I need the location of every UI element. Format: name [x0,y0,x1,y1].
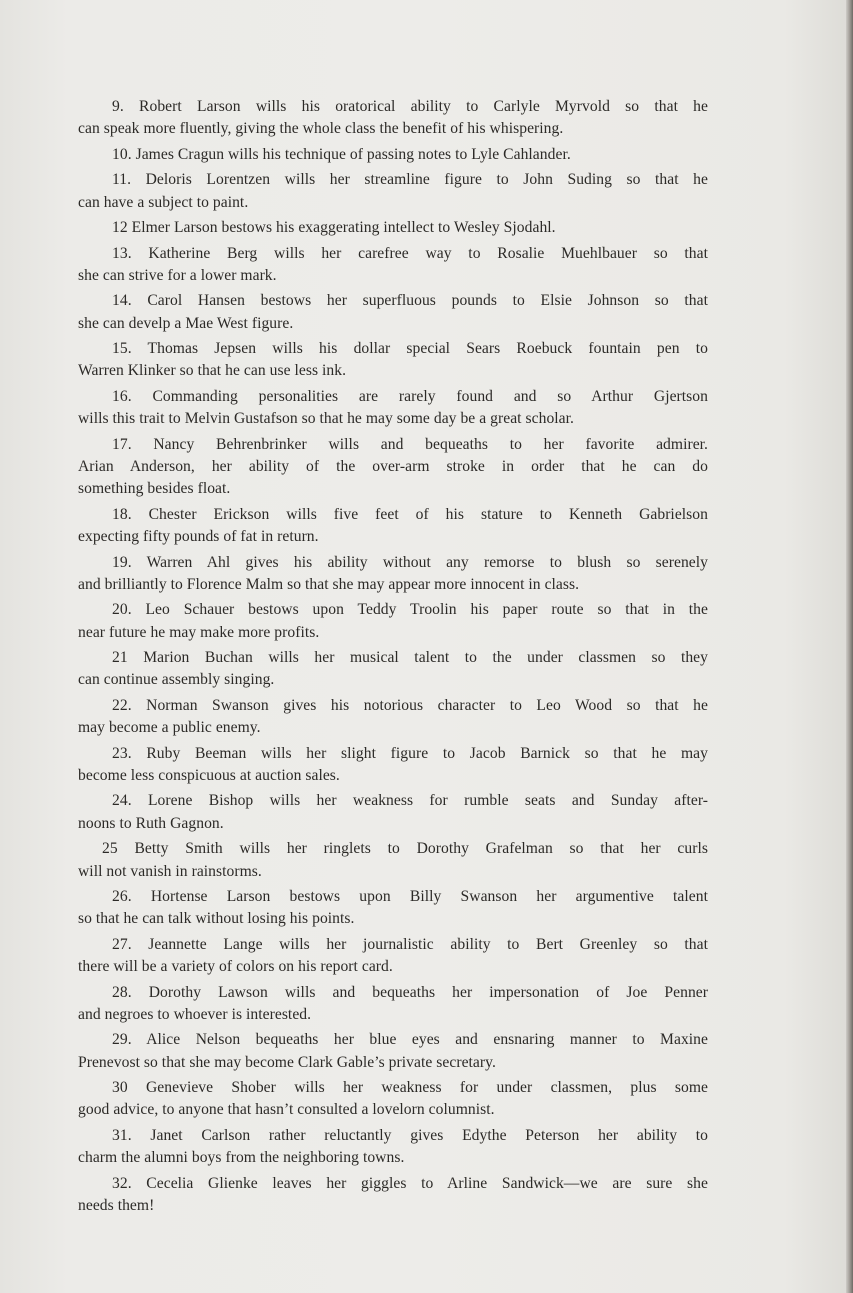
will-entry [78,1029,708,1074]
will-entry [78,838,708,883]
entry-line: she can strive for a lower mark. [78,266,277,284]
entry-line: 30 Genevieve Shober wills her weakness for under classmen, plus some [112,1079,708,1097]
entry-line: 29. Alice Nelson bequeaths her blue eyes and ensnaring manner to Maxine [112,1031,708,1049]
entry-line: Prenevost so that she may become Clark Gable’s private secretary. [78,1053,496,1071]
will-entry [78,647,708,692]
entry-line: 21 Marion Buchan wills her musical talent to the under classmen so they [112,649,708,667]
entry-line: good advice, to anyone that hasn’t consulted a lovelorn columnist. [78,1101,495,1119]
entry-line: there will be a variety of colors on his report card. [78,958,393,976]
will-entry [78,1125,708,1170]
will-entry [78,934,708,979]
entry-line: 12 Elmer Larson bestows his exaggerating intellect to Wesley Sjodahl. [112,219,556,237]
will-entry [78,338,708,383]
page-edge-shadow [846,0,853,1293]
entry-line: wills this trait to Melvin Gustafson so that he may some day be a great scholar. [78,410,574,428]
will-entry [78,1077,708,1122]
entry-line: something besides float. [78,480,231,498]
will-entry [78,695,708,740]
entry-line: 22. Norman Swanson gives his notorious character to Leo Wood so that he [112,696,708,714]
entry-line: so that he can talk without losing his points. [78,910,355,928]
entry-line: 16. Commanding personalities are rarely found and so Arthur Gjertson [112,387,708,405]
will-entry [78,169,708,214]
entry-line: 28. Dorothy Lawson wills and bequeaths her impersonation of Joe Penner [112,983,708,1001]
will-entry [78,743,708,788]
entry-line: 23. Ruby Beeman wills her slight figure to Jacob Barnick so that he may [112,744,708,762]
entry-line: she can develp a Mae West figure. [78,314,294,332]
will-entry [78,290,708,335]
entry-line: 11. Deloris Lorentzen wills her streamline figure to John Suding so that he [112,171,708,189]
will-entry [78,790,708,835]
entry-line: can have a subject to paint. [78,193,249,211]
entry-line: 31. Janet Carlson rather reluctantly gives Edythe Peterson her ability to [112,1126,708,1144]
will-entry [78,599,708,644]
entry-line: 20. Leo Schauer bestows upon Teddy Troolin his paper route so that in the [112,601,708,619]
will-entry [78,982,708,1027]
entry-line: 14. Carol Hansen bestows her superfluous pounds to Elsie Johnson so that [112,292,708,310]
entry-line: 26. Hortense Larson bestows upon Billy Swanson her argumentive talent [112,887,708,905]
entry-line: 19. Warren Ahl gives his ability without any remorse to blush so serenely [112,553,708,571]
entry-line: 25 Betty Smith wills her ringlets to Dorothy Grafelman so that her curls [102,840,708,858]
entry-line: 17. Nancy Behrenbrinker wills and bequeaths to her favorite admirer. [112,435,708,453]
entry-line: become less conspicuous at auction sales. [78,766,340,784]
will-entry [78,886,708,931]
entry-line: 9. Robert Larson wills his oratorical ability to Carlyle Myrvold so that he [112,98,708,115]
entry-line: expecting fifty pounds of fat in return. [78,528,319,546]
class-will-list [78,96,708,1220]
entry-line: near future he may make more profits. [78,623,320,641]
will-entry [78,504,708,549]
will-entry [78,144,708,166]
will-entry [78,552,708,597]
entry-line: can continue assembly singing. [78,671,275,689]
entry-line: Arian Anderson, her ability of the over-arm stroke in order that he can do [78,457,708,475]
will-entry [78,434,708,501]
entry-line: 15. Thomas Jepsen wills his dollar special Sears Roebuck fountain pen to [112,340,708,358]
entry-line: 24. Lorene Bishop wills her weakness for rumble seats and Sunday after- [112,792,708,810]
entry-line: 10. James Cragun wills his technique of passing notes to Lyle Cahlander. [112,145,571,163]
entry-line: can speak more fluently, giving the whole class the benefit of his whispering. [78,120,564,138]
entry-line: 18. Chester Erickson wills five feet of his stature to Kenneth Gabrielson [112,505,708,523]
entry-line: Warren Klinker so that he can use less ink. [78,362,347,380]
entry-line: and brilliantly to Florence Malm so that she may appear more innocent in class. [78,575,580,593]
will-entry [78,386,708,431]
will-entry [78,217,708,239]
entry-line: 32. Cecelia Glienke leaves her giggles to Arline Sandwick—we are sure she [112,1174,708,1192]
entry-line: 27. Jeannette Lange wills her journalistic ability to Bert Greenley so that [112,935,708,953]
entry-line: 13. Katherine Berg wills her carefree way to Rosalie Muehlbauer so that [112,244,708,262]
entry-line: may become a public enemy. [78,719,261,737]
will-entry [78,1173,708,1218]
will-entry [78,96,708,141]
entry-line: needs them! [78,1196,155,1214]
entry-line: and negroes to whoever is interested. [78,1005,312,1023]
will-entry [78,243,708,288]
entry-line: noons to Ruth Gagnon. [78,814,224,832]
entry-line: will not vanish in rainstorms. [78,862,262,880]
entry-line: charm the alumni boys from the neighboring towns. [78,1149,405,1167]
